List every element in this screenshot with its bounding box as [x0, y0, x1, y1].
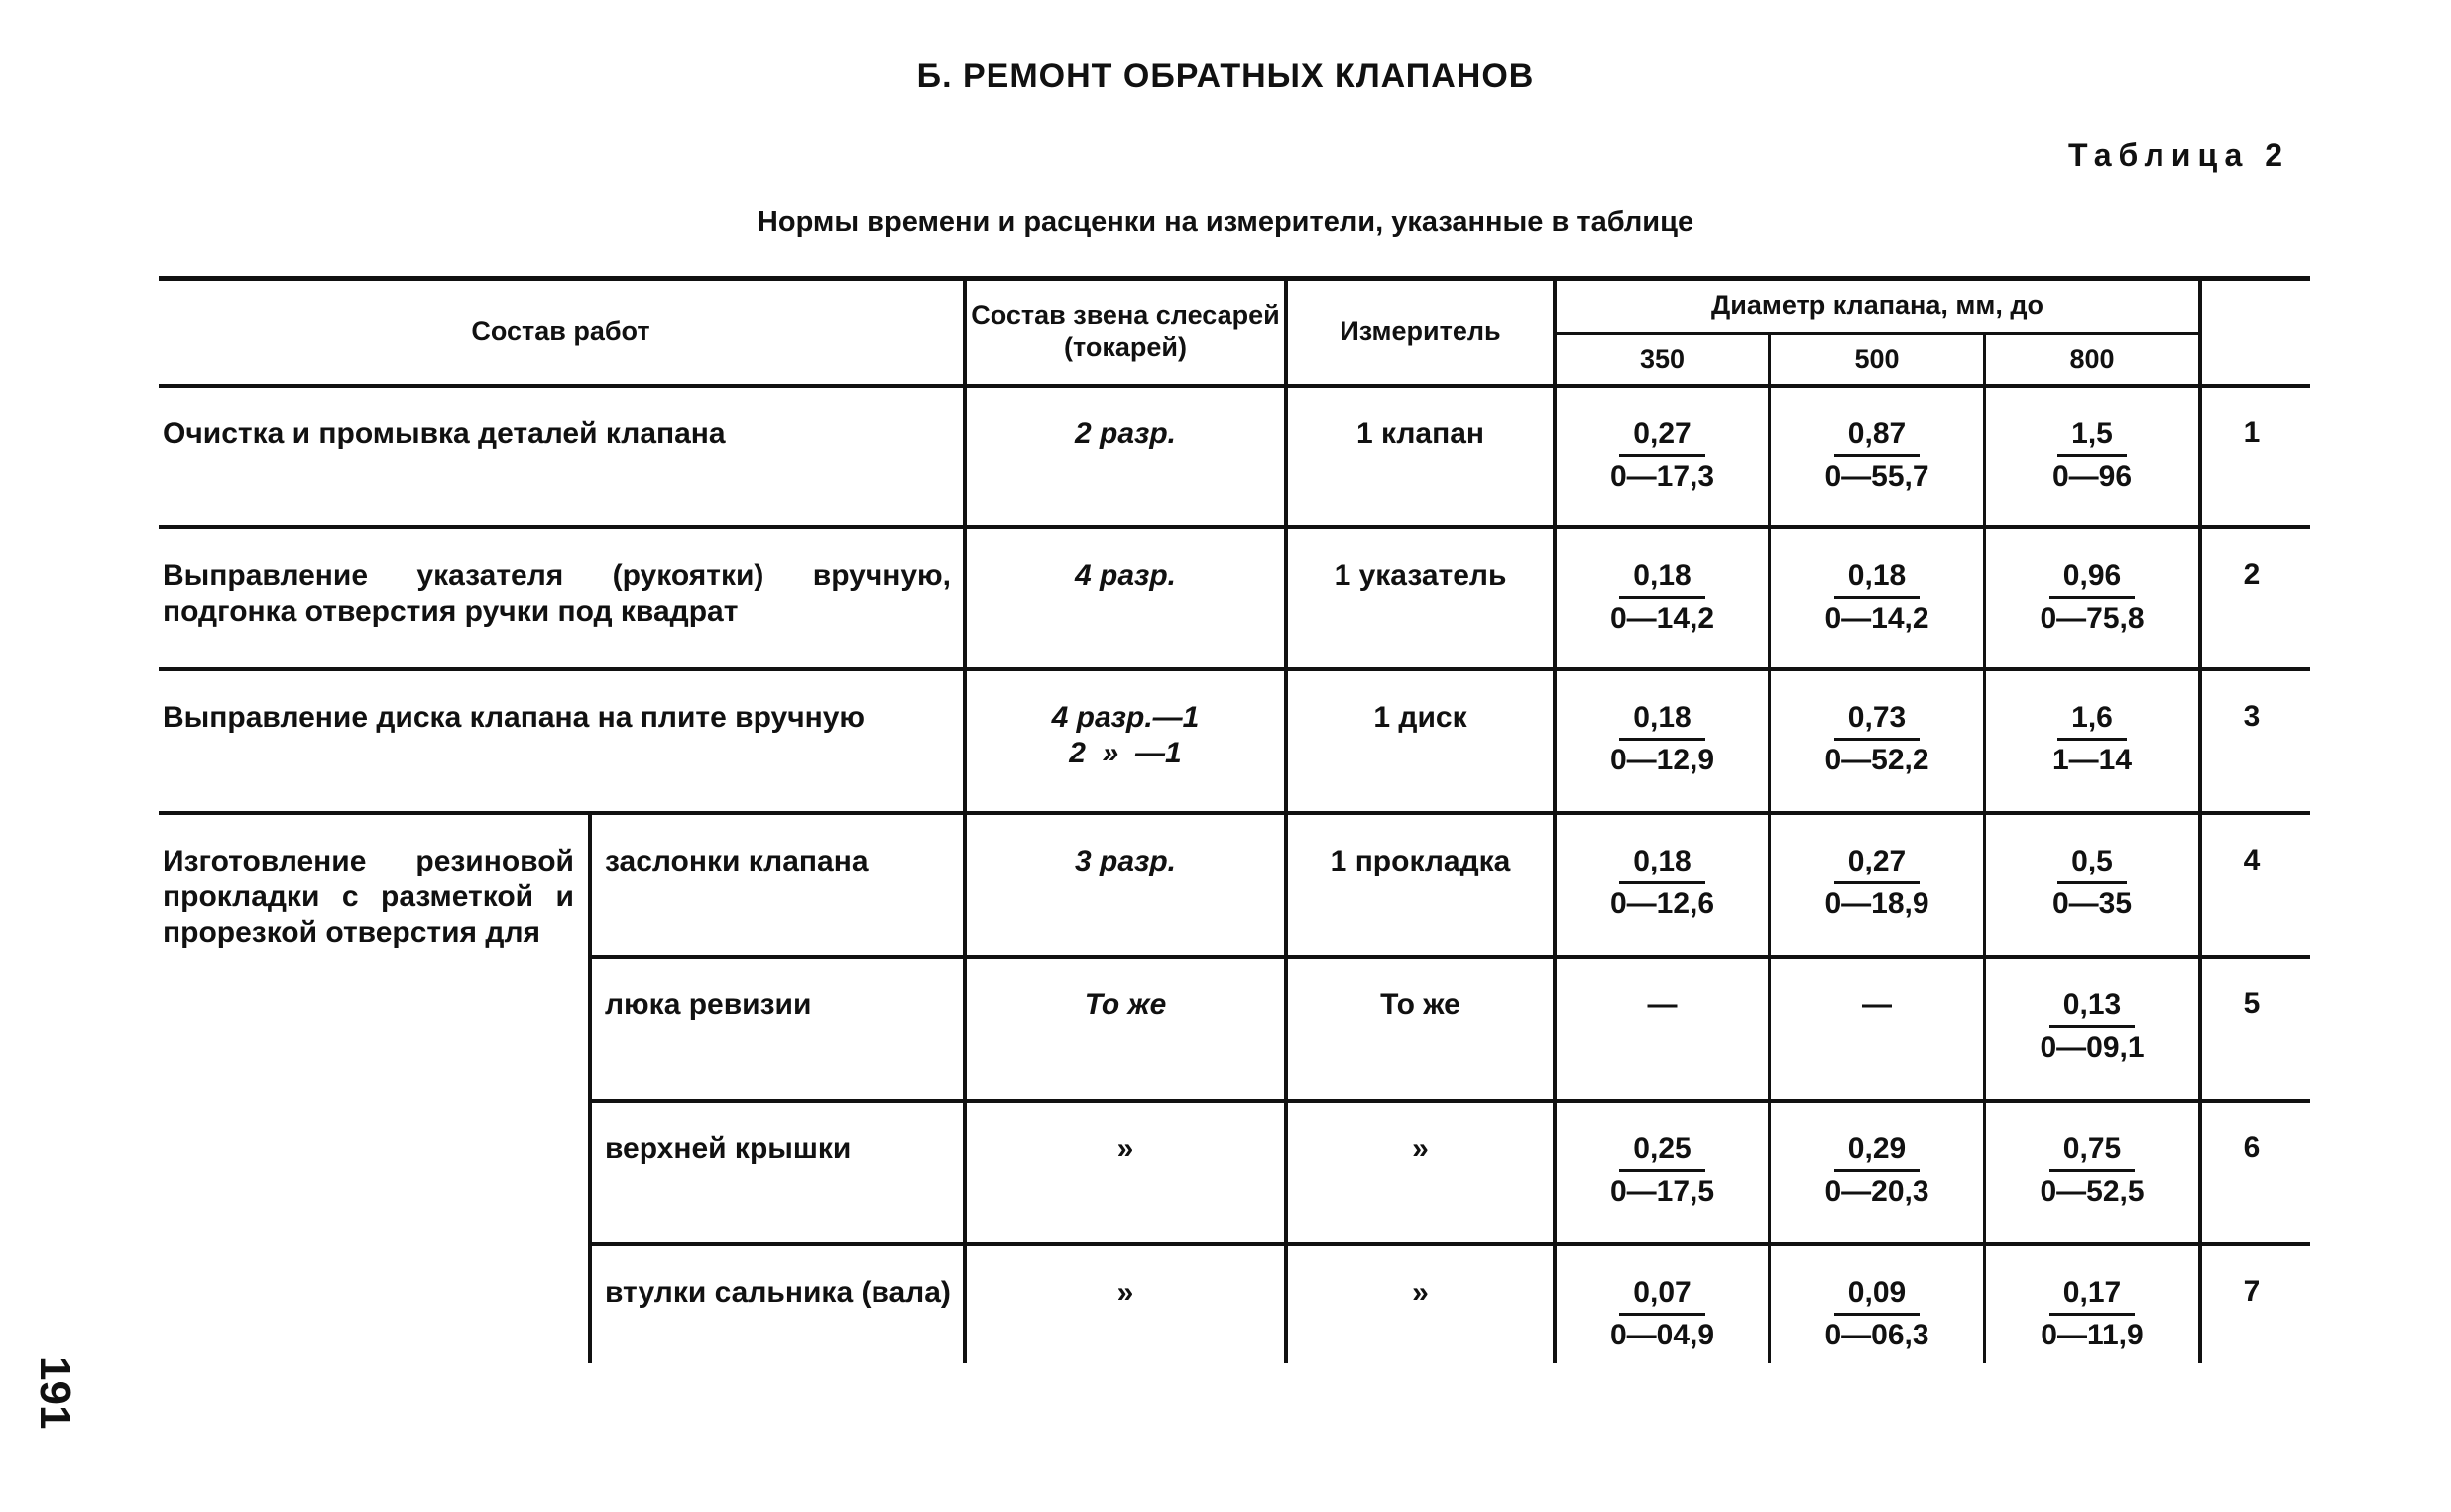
row7-crew: »: [1116, 1276, 1134, 1309]
header-d800: 800: [2069, 344, 2115, 374]
row3-number: 3: [2243, 700, 2261, 733]
row7-unit: »: [1412, 1276, 1429, 1309]
row5-number: 5: [2243, 988, 2261, 1020]
row4-v500: $\frac{0,27}{0—18,9}$: [1824, 845, 1929, 920]
row5-v350: —: [1647, 989, 1678, 1021]
row1-crew: 2 разр.: [1075, 417, 1176, 450]
row4-v800: $\frac{0,5}{0—35}$: [2051, 845, 2133, 920]
row5-crew: То же: [1084, 989, 1167, 1021]
row3-v500: $\frac{0,73}{0—52,2}$: [1824, 701, 1929, 776]
table-label: Таблица 2: [2067, 137, 2289, 173]
header-diameter: Диаметр клапана, мм, до: [1711, 291, 2043, 320]
row2-v500: $\frac{0,18}{0—14,2}$: [1824, 559, 1929, 635]
header-work: Состав работ: [471, 316, 650, 346]
row6-crew: »: [1116, 1132, 1134, 1165]
row4-crew: 3 разр.: [1075, 845, 1176, 877]
row5-unit: То же: [1380, 989, 1460, 1021]
row3-crew-line2: 2 » —1: [1069, 737, 1182, 769]
row4-work: заслонки клапана: [605, 845, 869, 877]
row6-v350: $\frac{0,25}{0—17,5}$: [1609, 1132, 1715, 1208]
row6-number: 6: [2243, 1131, 2261, 1164]
row1-v500: $\frac{0,87}{0—55,7}$: [1824, 417, 1929, 493]
row3-crew-line1: 4 разр.—1: [1051, 701, 1200, 734]
page-number: 191: [31, 1356, 79, 1430]
row2-unit: 1 указатель: [1334, 559, 1507, 592]
row6-v800: $\frac{0,75}{0—52,5}$: [2040, 1132, 2145, 1208]
header-crew: Состав звена слесарей (токарей): [971, 300, 1280, 362]
row7-v350: $\frac{0,07}{0—04,9}$: [1609, 1276, 1715, 1351]
group-label: Изготовление резиновой прокладки с разметкой и прорезкой отверстия для: [163, 845, 574, 949]
row3-crew: [967, 700, 1284, 771]
row2-v800: $\frac{0,96}{0—75,8}$: [2040, 559, 2145, 635]
row6-work: верхней крышки: [605, 1132, 852, 1165]
row2-crew: 4 разр.: [1075, 559, 1176, 592]
row4-number: 4: [2243, 844, 2261, 876]
header-unit: Измеритель: [1340, 316, 1501, 346]
row5-v800: $\frac{0,13}{0—09,1}$: [2040, 989, 2145, 1064]
row7-work: втулки сальника (вала): [605, 1276, 951, 1309]
row4-unit: 1 прокладка: [1330, 845, 1511, 877]
row6-unit: »: [1412, 1132, 1429, 1165]
row5-work: люка ревизии: [605, 989, 812, 1021]
table-caption: Нормы времени и расценки на измерители, указанные в таблице: [757, 206, 1694, 238]
row1-v800: $\frac{1,5}{0—96}$: [2051, 417, 2133, 493]
header-d500: 500: [1854, 344, 1900, 374]
row1-number: 1: [2243, 416, 2261, 449]
row7-v800: $\frac{0,17}{0—11,9}$: [2041, 1276, 2144, 1351]
row3-v350: $\frac{0,18}{0—12,9}$: [1609, 701, 1715, 776]
section-title: Б. РЕМОНТ ОБРАТНЫХ КЛАПАНОВ: [916, 58, 1535, 95]
row7-number: 7: [2243, 1275, 2261, 1308]
row3-work: Выправление диска клапана на плите вручную: [163, 701, 866, 734]
row1-v350: $\frac{0,27}{0—17,3}$: [1609, 417, 1715, 493]
row5-v500: —: [1862, 989, 1892, 1021]
row4-v350: $\frac{0,18}{0—12,6}$: [1609, 845, 1715, 920]
row7-v500: $\frac{0,09}{0—06,3}$: [1824, 1276, 1929, 1351]
header-d350: 350: [1639, 344, 1686, 374]
row1-unit: 1 клапан: [1355, 417, 1485, 450]
row3-unit: 1 диск: [1373, 701, 1467, 734]
row1-work: Очистка и промывка деталей клапана: [163, 417, 726, 450]
row3-v800: $\frac{1,6}{1—14}$: [2051, 701, 2133, 776]
row2-number: 2: [2243, 558, 2261, 591]
row2-v350: $\frac{0,18}{0—14,2}$: [1609, 559, 1715, 635]
row2-work: Выправление указателя (рукоятки) вручную, подгонка отверстия ручки под квадрат: [163, 559, 951, 628]
row6-v500: $\frac{0,29}{0—20,3}$: [1824, 1132, 1929, 1208]
